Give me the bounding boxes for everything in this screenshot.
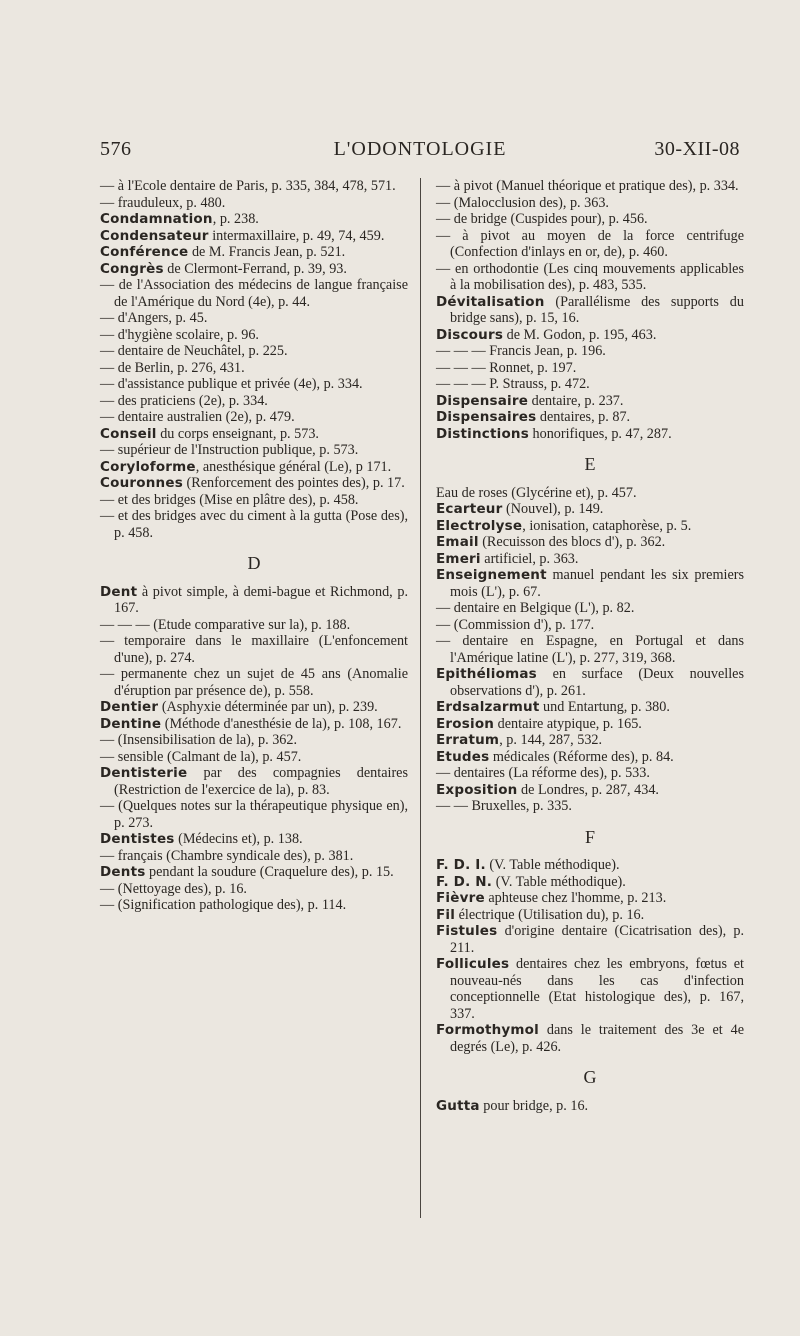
index-entry: [100, 244, 408, 261]
entry-text: — français (Chambre syndicale des), p. 381.: [100, 847, 354, 864]
entry-text: — et des bridges avec du ciment à la gutta (Pose des), p. 458.: [100, 508, 408, 541]
index-entry: [436, 501, 744, 518]
left-column: [100, 178, 408, 914]
entry-text: aphteuse chez l'homme, p. 213.: [484, 890, 667, 906]
entry-headword: Condensateur: [100, 227, 209, 244]
index-entry: [100, 798, 408, 831]
entry-headword: Conseil: [100, 425, 157, 442]
index-entry: [436, 409, 744, 426]
index-entry: [436, 360, 744, 377]
entry-headword: Fil: [436, 906, 456, 923]
entry-headword: Gutta: [436, 1097, 480, 1114]
entry-text: (Renforcement des pointes des), p. 17.: [182, 475, 405, 491]
entry-text: , ionisation, cataphorèse, p. 5.: [522, 517, 692, 534]
index-entry: [100, 261, 408, 278]
index-entry: [436, 699, 744, 716]
entry-text: d'origine dentaire (Cicatrisation des), p. 211.: [450, 923, 744, 956]
index-entry: [436, 1022, 744, 1055]
entry-text: — dentaires (La réforme des), p. 533.: [436, 765, 650, 781]
index-entry: [100, 831, 408, 848]
index-entry: [436, 327, 744, 344]
section-letter: D: [247, 553, 261, 573]
entry-text: — d'Angers, p. 45.: [100, 310, 208, 326]
index-entry: [436, 716, 744, 733]
index-entry: [436, 534, 744, 551]
entry-headword: Dentine: [100, 715, 162, 732]
journal-title: L'ODONTOLOGIE: [333, 138, 507, 160]
index-entry: [436, 907, 744, 924]
entry-headword: Couronnes: [100, 475, 183, 491]
entry-text: du corps enseignant, p. 573.: [156, 425, 319, 442]
entry-headword: Dentistes: [100, 831, 175, 847]
entry-text: de M. Godon, p. 195, 463.: [503, 326, 657, 343]
index-entry: [436, 485, 744, 502]
index-entry: [436, 211, 744, 228]
entry-text: — — — Ronnet, p. 197.: [436, 359, 577, 376]
entry-text: — — Bruxelles, p. 335.: [436, 798, 572, 814]
entry-headword: Emeri: [436, 550, 481, 567]
entry-text: , p. 238.: [212, 211, 259, 227]
entry-text: de Clermont-Ferrand, p. 39, 93.: [163, 260, 347, 277]
entry-text: Eau de roses (Glycérine et), p. 457.: [436, 484, 637, 501]
entry-text: — (Signification pathologique des), p. 114.: [100, 897, 347, 913]
index-entry: [100, 617, 408, 634]
entry-headword: Erratum: [436, 732, 500, 748]
entry-text: de Londres, p. 287, 434.: [517, 781, 659, 798]
entry-text: dentaire, p. 237.: [528, 392, 624, 409]
column-divider: [420, 178, 421, 1218]
index-entry: [100, 459, 408, 476]
entry-text: — — — P. Strauss, p. 472.: [436, 376, 590, 392]
index-entry: [100, 211, 408, 228]
entry-text: pour bridge, p. 16.: [479, 1097, 589, 1114]
entry-text: — permanente chez un sujet de 45 ans (Anomalie d'éruption par présence de), p. 558.: [100, 666, 408, 699]
entry-headword: Enseignement: [436, 567, 547, 583]
index-entry: [436, 343, 744, 360]
entry-text: — dentaire de Neuchâtel, p. 225.: [100, 343, 288, 359]
index-entry: [436, 666, 744, 699]
entry-text: und Entartung, p. 380.: [539, 699, 670, 715]
entry-text: intermaxillaire, p. 49, 74, 459.: [208, 227, 385, 244]
index-entry: [100, 475, 408, 492]
entry-text: (Médecins et), p. 138.: [174, 831, 303, 847]
index-entry: [100, 195, 408, 212]
entry-text: — — — (Etude comparative sur la), p. 188.: [100, 616, 351, 633]
entry-text: — d'hygiène scolaire, p. 96.: [100, 326, 259, 343]
entry-headword: Etudes: [436, 748, 490, 765]
entry-text: — et des bridges (Mise en plâtre des), p. 458.: [100, 491, 359, 508]
entry-text: — (Insensibilisation de la), p. 362.: [100, 732, 298, 748]
index-entry: [100, 508, 408, 541]
entry-text: (Parallélisme des supports du bridge sans), p. 15, 16.: [450, 293, 744, 326]
section-letter: F: [584, 826, 595, 847]
index-entry: [100, 864, 408, 881]
index-entry: [436, 376, 744, 393]
index-entry: [436, 228, 744, 261]
entry-headword: Electrolyse: [436, 517, 523, 534]
index-entry: [436, 178, 744, 195]
index-entry: [100, 881, 408, 898]
entry-text: manuel pendant les six premiers mois (L'), p. 67.: [450, 567, 744, 600]
entry-text: médicales (Réforme des), p. 84.: [489, 748, 674, 765]
entry-headword: Fièvre: [436, 890, 485, 906]
index-entry: [100, 277, 408, 310]
entry-headword: Email: [436, 534, 479, 550]
index-entry: [100, 178, 408, 195]
entry-headword: Erosion: [436, 715, 495, 732]
entry-text: (Asphyxie déterminée par un), p. 239.: [158, 699, 378, 715]
entry-text: dans le traitement des 3e et 4e degrés (Le), p. 426.: [450, 1022, 744, 1055]
entry-text: — de bridge (Cuspides pour), p. 456.: [436, 211, 648, 227]
entry-headword: Dentier: [100, 699, 159, 715]
entry-headword: F. D. N.: [436, 873, 493, 890]
index-entry: [100, 716, 408, 733]
page-number: 576: [100, 138, 132, 160]
index-entry: [100, 897, 408, 914]
entry-text: (Nouvel), p. 149.: [502, 501, 604, 517]
entry-text: honorifiques, p. 47, 287.: [528, 425, 672, 442]
index-entry: [100, 749, 408, 766]
entry-text: , p. 144, 287, 532.: [499, 732, 603, 748]
right-column: [436, 178, 744, 1114]
index-entry: [436, 426, 744, 443]
index-entry: [100, 228, 408, 245]
entry-text: dentaires, p. 87.: [536, 409, 631, 425]
section-letter: E: [584, 454, 596, 474]
entry-text: dentaire atypique, p. 165.: [494, 715, 642, 732]
entry-headword: Dispensaires: [436, 409, 537, 425]
index-entry: [436, 857, 744, 874]
entry-headword: Dentisterie: [100, 765, 188, 781]
entry-text: — sensible (Calmant de la), p. 457.: [100, 748, 302, 765]
entry-text: pendant la soudure (Craquelure des), p. 15.: [145, 864, 394, 880]
entry-text: — dentaire en Belgique (L'), p. 82.: [436, 600, 635, 616]
entry-text: (V. Table méthodique).: [485, 857, 620, 873]
index-entry: [100, 393, 408, 410]
index-entry: [436, 749, 744, 766]
index-entry: [436, 518, 744, 535]
entry-text: de M. Francis Jean, p. 521.: [188, 244, 346, 260]
entry-headword: Epithéliomas: [436, 666, 537, 682]
index-entry: [100, 633, 408, 666]
index-entry: [100, 699, 408, 716]
entry-text: électrique (Utilisation du), p. 16.: [455, 906, 645, 923]
index-entry: [100, 310, 408, 327]
entry-text: — frauduleux, p. 480.: [100, 194, 226, 211]
entry-text: — dentaire en Espagne, en Portugal et dans l'Amérique latine (L'), p. 277, 319, 368.: [436, 633, 744, 666]
entry-text: — (Commission d'), p. 177.: [436, 616, 595, 633]
index-entry: [436, 798, 744, 815]
entry-text: — temporaire dans le maxillaire (L'enfoncement d'une), p. 274.: [100, 633, 408, 666]
entry-text: — de l'Association des médecins de langue française de l'Amérique du Nord (4e), p. 44.: [100, 277, 408, 310]
index-entry: [100, 442, 408, 459]
index-entry: [436, 782, 744, 799]
index-entry: [100, 426, 408, 443]
entry-headword: Congrès: [100, 260, 164, 277]
entry-headword: F. D. I.: [436, 857, 486, 873]
entry-text: — d'assistance publique et privée (4e), p. 334.: [100, 376, 363, 392]
entry-text: — des praticiens (2e), p. 334.: [100, 392, 268, 409]
index-entry: [436, 195, 744, 212]
index-entry: [436, 551, 744, 568]
section-letter: G: [583, 1067, 597, 1087]
entry-text: — — — Francis Jean, p. 196.: [436, 343, 606, 359]
entry-text: — (Quelques notes sur la thérapeutique physique en), p. 273.: [100, 798, 408, 831]
index-entry: [100, 409, 408, 426]
entry-headword: Dent: [100, 583, 138, 600]
entry-headword: Ecarteur: [436, 501, 503, 517]
entry-text: — (Malocclusion des), p. 363.: [436, 194, 609, 211]
issue-date: 30-XII-08: [654, 138, 740, 160]
index-entry: [100, 327, 408, 344]
entry-headword: Distinctions: [436, 425, 529, 442]
entry-headword: Exposition: [436, 781, 518, 798]
index-entry: [100, 732, 408, 749]
entry-headword: Condamnation: [100, 211, 213, 227]
entry-headword: Conférence: [100, 244, 189, 260]
entry-text: (Recuisson des blocs d'), p. 362.: [478, 534, 666, 550]
index-entry: [100, 848, 408, 865]
entry-text: — à pivot (Manuel théorique et pratique des), p. 334.: [436, 178, 739, 194]
index-entry: [100, 376, 408, 393]
entry-text: — à pivot au moyen de la force centrifuge (Confection d'inlays en or, de), p. 460.: [436, 227, 744, 260]
index-entry: [436, 874, 744, 891]
entry-headword: Follicules: [436, 956, 510, 972]
entry-text: — supérieur de l'Instruction publique, p. 573.: [100, 442, 359, 458]
index-entry: [436, 633, 744, 666]
index-entry: [100, 492, 408, 509]
entry-text: — à l'Ecole dentaire de Paris, p. 335, 384, 478, 571.: [100, 178, 396, 194]
index-entry: [436, 765, 744, 782]
entry-text: — (Nettoyage des), p. 16.: [100, 880, 247, 897]
index-entry: [436, 617, 744, 634]
entry-headword: Fistules: [436, 923, 498, 939]
entry-text: (V. Table méthodique).: [492, 873, 626, 890]
entry-text: (Méthode d'anesthésie de la), p. 108, 167.: [161, 715, 402, 732]
entry-text: artificiel, p. 363.: [480, 550, 579, 567]
entry-text: à pivot simple, à demi-bague et Richmond, p. 167.: [114, 583, 408, 616]
entry-text: , anesthésique général (Le), p 171.: [195, 458, 392, 475]
entry-headword: Erdsalzarmut: [436, 699, 540, 715]
entry-headword: Dispensaire: [436, 392, 529, 409]
index-entry: [436, 732, 744, 749]
entry-headword: Formothymol: [436, 1022, 539, 1038]
index-entry: [436, 261, 744, 294]
index-entry: [436, 567, 744, 600]
entry-text: — dentaire australien (2e), p. 479.: [100, 409, 295, 425]
index-entry: [100, 765, 408, 798]
entry-headword: Dévitalisation: [436, 293, 545, 310]
index-entry: [436, 923, 744, 956]
page-header: [100, 138, 740, 172]
index-entry: [436, 956, 744, 1022]
index-entry: [100, 343, 408, 360]
entry-text: — de Berlin, p. 276, 431.: [100, 359, 245, 376]
index-entry: [436, 1098, 744, 1115]
entry-text: dentaires chez les embryons, fœtus et nouveau-nés dans les cas d'infection conceptionnelle (Etat histologique des), p. 167, 337.: [450, 956, 744, 1022]
entry-headword: Dents: [100, 864, 146, 880]
entry-text: par des compagnies dentaires (Restriction de l'exercice de la), p. 83.: [114, 765, 408, 798]
index-entry: [436, 600, 744, 617]
index-entry: [436, 294, 744, 327]
entry-headword: Coryloforme: [100, 458, 196, 475]
index-entry: [100, 584, 408, 617]
index-entry: [436, 393, 744, 410]
index-entry: [100, 360, 408, 377]
index-entry: [436, 890, 744, 907]
entry-text: — en orthodontie (Les cinq mouvements applicables à la mobilisation des), p. 483, 535.: [436, 260, 744, 293]
index-entry: [100, 666, 408, 699]
entry-text: en surface (Deux nouvelles observations d'), p. 261.: [450, 666, 744, 699]
entry-headword: Discours: [436, 326, 504, 343]
